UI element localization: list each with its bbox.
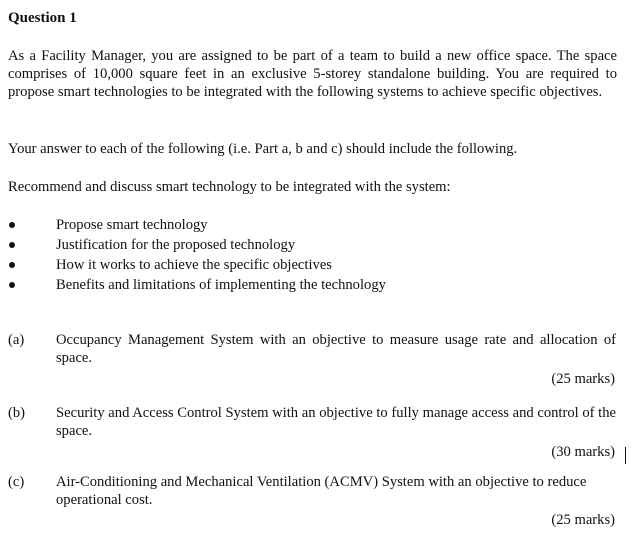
part-label: (c) [8,474,25,490]
list-item [0,255,635,275]
list-item [0,235,635,255]
instruction-paragraph: Recommend and discuss smart technology to be integrated with the system: [8,179,451,195]
list-item-text: Justification for the proposed technology [56,237,296,253]
part-label: (a) [8,332,25,348]
bullet-icon [9,262,15,268]
list-item [0,215,635,235]
bullet-icon [9,222,15,228]
list-item-text: How it works to achieve the specific objectives [56,257,332,273]
part-text: Air-Conditioning and Mechanical Ventilation (ACMV) System with an objective to reduce operational cost. [56,474,587,508]
part-text: Security and Access Control System with an objective to fully manage access and control of the space. [56,405,616,439]
part-text: Occupancy Management System with an objective to measure usage rate and allocation of space. [56,332,616,366]
intro-paragraph: As a Facility Manager, you are assigned to be part of a team to build a new office space. The space comprises of 10,000 square feet in an exclusive 5-storey standalone building. You are required to propose smart technologies to be integrated with the following systems to achieve specific objectives. [8,48,617,100]
list-item [0,275,635,295]
bullet-icon [9,242,15,248]
part-label: (b) [8,405,26,421]
answer-note-paragraph: Your answer to each of the following (i.e. Part a, b and c) should include the following. [8,141,518,157]
list-item-text: Propose smart technology [56,217,208,233]
list-item-text: Benefits and limitations of implementing the technology [56,277,386,293]
question-title: Question 1 [8,10,77,26]
marks-label: (30 marks) [551,444,615,460]
requirements-list [0,215,635,295]
text-cursor [625,447,626,464]
bullet-icon [9,282,15,288]
marks-label: (25 marks) [551,512,615,528]
marks-label: (25 marks) [551,371,615,387]
